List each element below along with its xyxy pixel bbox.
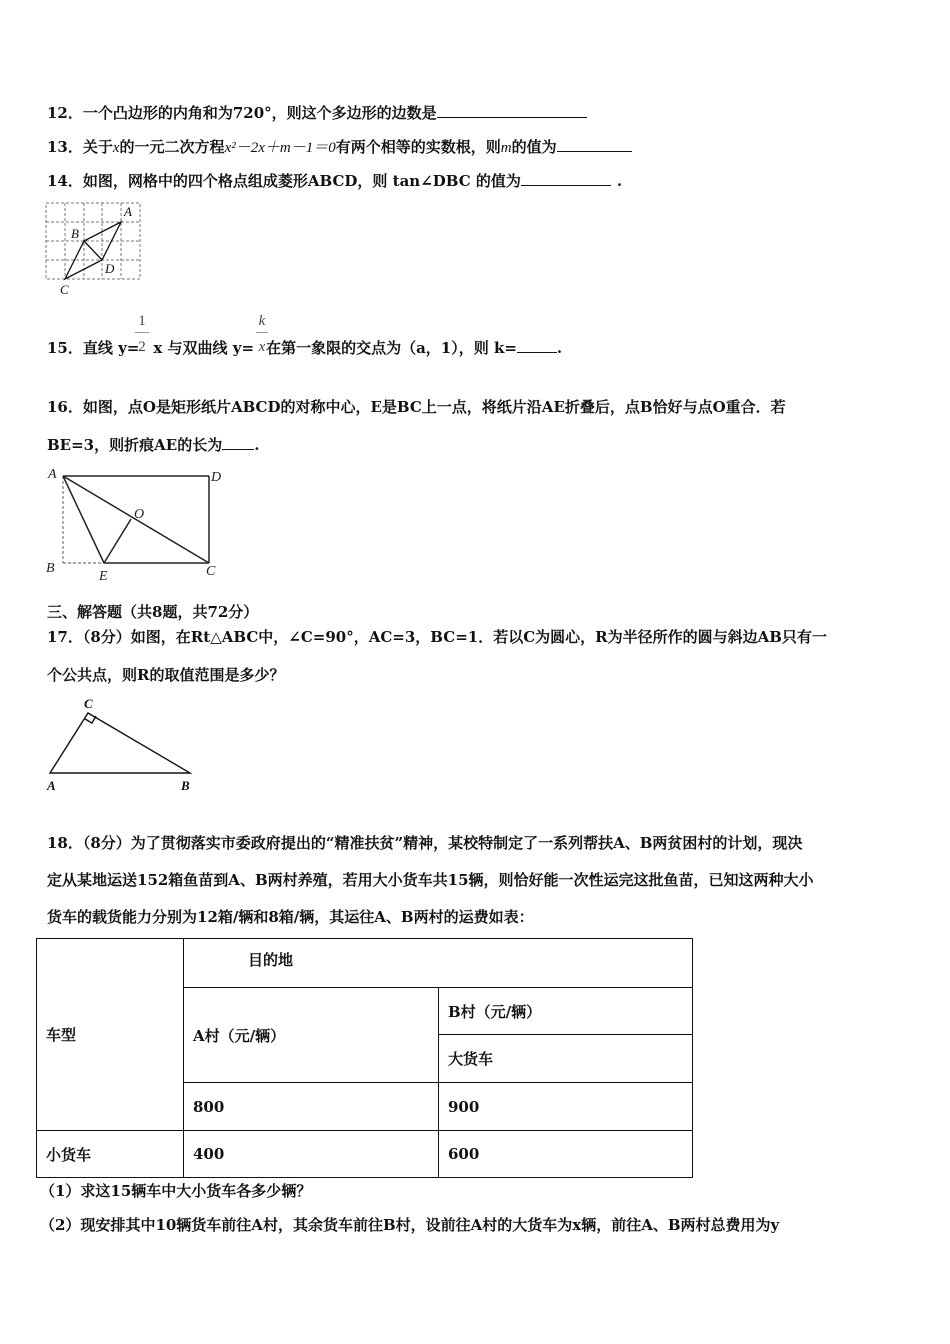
freight-cost-table (36, 938, 693, 1178)
question-16-line2 (47, 435, 259, 455)
question-17-line2: 个公共点，则R的取值范围是多少？ (47, 666, 285, 684)
q12-text: 12．一个凸边形的内角和为720°，则这个多边形的边数是 (47, 104, 437, 122)
answer-blank (517, 338, 557, 353)
answer-blank (437, 103, 587, 118)
label-o: O (134, 507, 145, 522)
section-title: 三、解答题（共8题，共72分） (47, 603, 259, 621)
label-d: D (105, 261, 115, 276)
question-18-part2: （2）现安排其中10辆货车前往A村，其余货车前往B村，设前往A村的大货车为x辆，前往A、B两村总费用为y (40, 1216, 780, 1234)
header-vehicle-type: 车型 (37, 939, 184, 1131)
label-e: E (99, 569, 108, 584)
q15-suffix: 在第一象限的交点为（a，1），则 k= (266, 339, 517, 357)
cell-small-b: 600 (439, 1131, 693, 1178)
frac-den: x (258, 339, 266, 355)
rhombus-grid-figure (44, 200, 144, 296)
question-12 (47, 103, 587, 123)
question-18-line3: 货车的载货能力分别为12箱/辆和8箱/辆，其运往A、B两村的运费如表： (47, 908, 534, 926)
header-destination: 目的地 (184, 939, 693, 988)
cell-small-truck: 小货车 (37, 1131, 184, 1178)
q13-equation: x²－2x＋m－1＝0 (224, 140, 336, 156)
question-14 (47, 171, 622, 191)
q14-end: . (616, 172, 623, 190)
q13-prefix: 13．关于 (47, 138, 113, 156)
label-b: B (46, 561, 55, 576)
q13-suffix: 有两个相等的实数根，则 (335, 138, 501, 156)
cell-big-a: 800 (184, 1083, 439, 1131)
fraction-k-over-x (256, 313, 268, 356)
question-18-part1: （1）求这15辆车中大小货车各多少辆？ (40, 1182, 312, 1200)
question-17-line1: 17．（8分）如图，在Rt△ABC中，∠C=90°，AC=3，BC=1．若以C为圆心，R为半径所作的圆与斜边AB只有一 (47, 628, 827, 646)
answer-blank (521, 171, 611, 186)
frac-den: 2 (138, 339, 146, 355)
q13-var-m: m (500, 140, 512, 156)
label-b: B (71, 226, 79, 241)
question-16-line1: 16．如图，点O是矩形纸片ABCD的对称中心，E是BC上一点，将纸片沿AE折叠后，点B恰好与点O重合．若 (47, 398, 786, 416)
label-a: A (124, 204, 132, 219)
q15-end: . (556, 339, 563, 357)
right-triangle-figure (44, 695, 204, 795)
q13-var-x: x (112, 140, 120, 156)
q16-end: . (254, 436, 260, 454)
cell-small-a: 400 (184, 1131, 439, 1178)
label-d: D (211, 470, 222, 485)
q15-prefix: 15．直线 y= (47, 339, 140, 357)
frac-num: 1 (138, 313, 146, 329)
answer-blank (222, 435, 254, 450)
cell-big-truck: 大货车 (439, 1035, 693, 1083)
label-c: C (84, 696, 93, 711)
label-b: B (181, 778, 190, 793)
label-a: A (48, 467, 57, 482)
header-village-b: B村（元/辆） (439, 988, 693, 1035)
cell-big-b: 900 (439, 1083, 693, 1131)
frac-num: k (258, 313, 266, 329)
rectangle-fold-figure (44, 462, 230, 586)
label-c: C (206, 564, 216, 579)
question-18-line2: 定从某地运送152箱鱼苗到A、B两村养殖，若用大小货车共15辆，则恰好能一次性运完这批鱼苗，已知这两种大小 (47, 871, 814, 889)
answer-blank (557, 137, 632, 152)
question-13 (47, 137, 632, 158)
q15-mid: x 与双曲线 y= (153, 339, 255, 357)
question-15 (47, 338, 562, 358)
q14-text: 14．如图，网格中的四个格点组成菱形ABCD，则 tan∠DBC 的值为 (47, 172, 521, 190)
label-a: A (47, 778, 56, 793)
fraction-one-half (135, 313, 149, 356)
question-18-line1: 18．（8分）为了贯彻落实市委政府提出的“精准扶贫”精神，某校特制定了一系列帮扶A、B两贫困村的计划，现决 (47, 834, 803, 852)
label-c: C (60, 282, 69, 296)
q16-line2: BE=3，则折痕AE的长为 (47, 436, 223, 454)
q13-end: 的值为 (511, 138, 557, 156)
header-village-a: A村（元/辆） (184, 988, 439, 1083)
q13-mid: 的一元二次方程 (119, 138, 225, 156)
